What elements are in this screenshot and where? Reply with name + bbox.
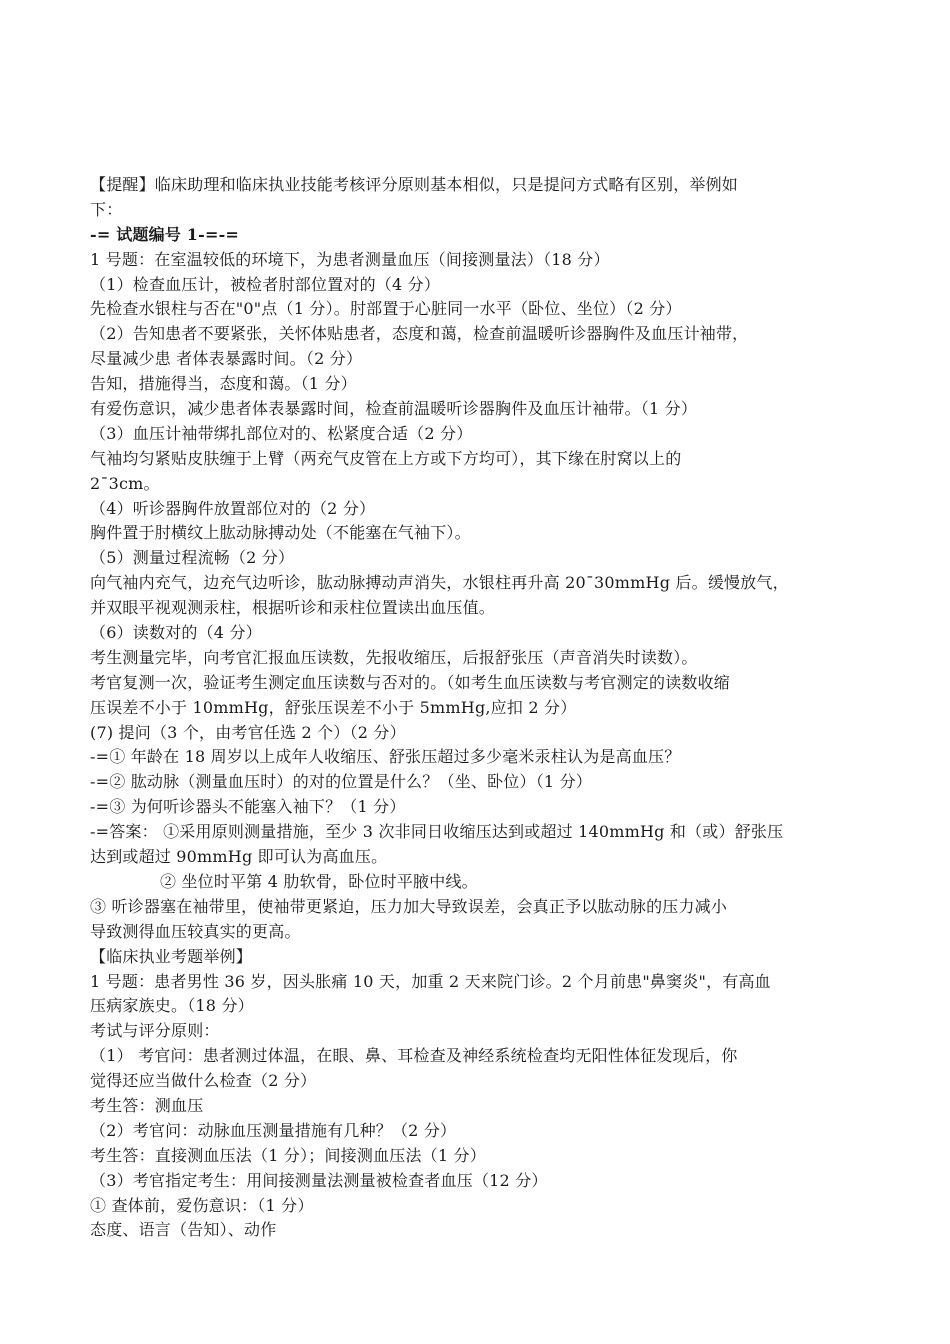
practice-step-1: （1） 考官问：患者测过体温，在眼、鼻、耳检查及神经系统检查均无阳性体征发现后，你 <box>90 1046 738 1066</box>
step-5-heading: （5）测量过程流畅（2 分） <box>90 548 295 568</box>
practice-question-title-cont: 压病家族史。（18 分） <box>90 996 254 1016</box>
step-2-detail-2: 有爱伤意识，减少患者体表暴露时间，检查前温暖听诊器胸件及血压计袖带。（1 分） <box>90 399 698 419</box>
step-7-heading: (7) 提问（3 个，由考官任选 2 个）（2 分） <box>90 722 406 742</box>
document-page <box>90 173 870 1243</box>
step-2-detail-1: 告知，措施得当，态度和蔼。（1 分） <box>90 374 357 394</box>
answer-line-3: ③ 听诊器塞在袖带里，使袖带更紧迫，压力加大导致误差，会真正予以肱动脉的压力减小 <box>90 896 728 916</box>
practice-step-3-item-1: ① 查体前，爱伤意识：（1 分） <box>90 1195 314 1215</box>
practice-step-2: （2）考官问：动脉血压测量措施有几种？（2 分） <box>90 1120 457 1140</box>
step-6-detail-2: 考官复测一次，验证考生测定血压读数与否对的。（如考生血压读数与考官测定的读数收缩 <box>90 672 731 692</box>
step-2-heading: （2）告知患者不要紧张，关怀体贴患者，态度和蔼，检查前温暖听诊器胸件及血压计袖带， <box>90 324 749 344</box>
scoring-principles-label: 考试与评分原则： <box>90 1021 220 1041</box>
answer-line-1-cont: 达到或超过 90mmHg 即可认为高血压。 <box>90 847 388 867</box>
step-5-detail-cont: 并双眼平视观测汞柱，根据听诊和汞柱位置读出血压值。 <box>90 598 496 618</box>
step-3-detail: 气袖均匀紧贴皮肤缠于上臂（两充气皮管在上方或下方均可），其下缘在肘窝以上的 <box>90 448 682 468</box>
answer-line-1: -=答案： ①采用原则测量措施，至少 3 次非同日收缩压达到或超过 140mmHg 和（或）舒张压 <box>90 822 784 842</box>
step-3-heading: （3）血压计袖带绑扎部位对的、松紧度合适（2 分） <box>90 423 473 443</box>
practice-step-2-answer: 考生答：直接测血压法（1 分）；间接测血压法（1 分） <box>90 1145 486 1165</box>
step-1-heading: （1）检查血压计，被检者肘部位置对的（4 分） <box>90 274 441 294</box>
question-number-heading: -= 试题编号 1-=-= <box>90 224 240 244</box>
practice-step-1-cont: 觉得还应当做什么检查（2 分） <box>90 1071 317 1091</box>
answer-line-2: ② 坐位时平第 4 肋软骨，卧位时平腋中线。 <box>160 871 478 891</box>
practice-step-1-answer: 考生答：测血压 <box>90 1095 204 1115</box>
step-6-heading: （6）读数对的（4 分） <box>90 623 262 643</box>
step-5-detail: 向气袖内充气，边充气边听诊，肱动脉搏动声消失，水银柱再升高 20¯30mmHg 后。缓慢放气， <box>90 573 789 593</box>
question-item-3: -=③ 为何听诊器头不能塞入袖下？（1 分） <box>90 797 406 817</box>
step-4-heading: （4）听诊器胸件放置部位对的（2 分） <box>90 498 376 518</box>
step-4-detail: 胸件置于肘横纹上肱动脉搏动处（不能塞在气袖下）。 <box>90 523 471 543</box>
question-item-2: -=② 肱动脉（测量血压时）的对的位置是什么？（坐、卧位）（1 分） <box>90 772 592 792</box>
step-6-detail-2-cont: 压误差不小于 10mmHg，舒张压误差不小于 5mmHg,应扣 2 分） <box>90 697 577 717</box>
question-title: 1 号题：在室温较低的环境下，为患者测量血压（间接测量法）（18 分） <box>90 249 610 269</box>
step-2-heading-cont: 尽量减少患 者体表暴露时间。（2 分） <box>90 349 363 369</box>
practice-question-title: 1 号题：患者男性 36 岁，因头胀痛 10 天，加重 2 天来院门诊。2 个月前患"鼻窦炎"，有高血 <box>90 971 771 991</box>
reminder-line-1: 【提醒】临床助理和临床执业技能考核评分原则基本相似，只是提问方式略有区别，举例如 <box>90 175 739 194</box>
question-item-1: -=① 年龄在 18 周岁以上成年人收缩压、舒张压超过多少毫米汞柱认为是高血压？ <box>90 747 681 767</box>
step-6-detail-1: 考生测量完毕，向考官汇报血压读数，先报收缩压，后报舒张压（声音消失时读数）。 <box>90 647 698 667</box>
step-1-detail: 先检查水银柱与否在"0"点（1 分）。肘部置于心脏同一水平（卧位、坐位）（2 分） <box>90 299 682 319</box>
answer-line-3-cont: 导致测得血压较真实的更高。 <box>90 921 301 941</box>
section-heading-practice: 【临床执业考题举例】 <box>90 946 253 966</box>
practice-step-3-item-1-detail: 态度、语言（告知）、动作 <box>90 1220 277 1240</box>
step-3-detail-cont: 2¯3cm。 <box>90 473 160 493</box>
practice-step-3: （3）考官指定考生：用间接测量法测量被检查者血压（12 分） <box>90 1170 548 1190</box>
reminder-line-2: 下： <box>90 199 123 219</box>
